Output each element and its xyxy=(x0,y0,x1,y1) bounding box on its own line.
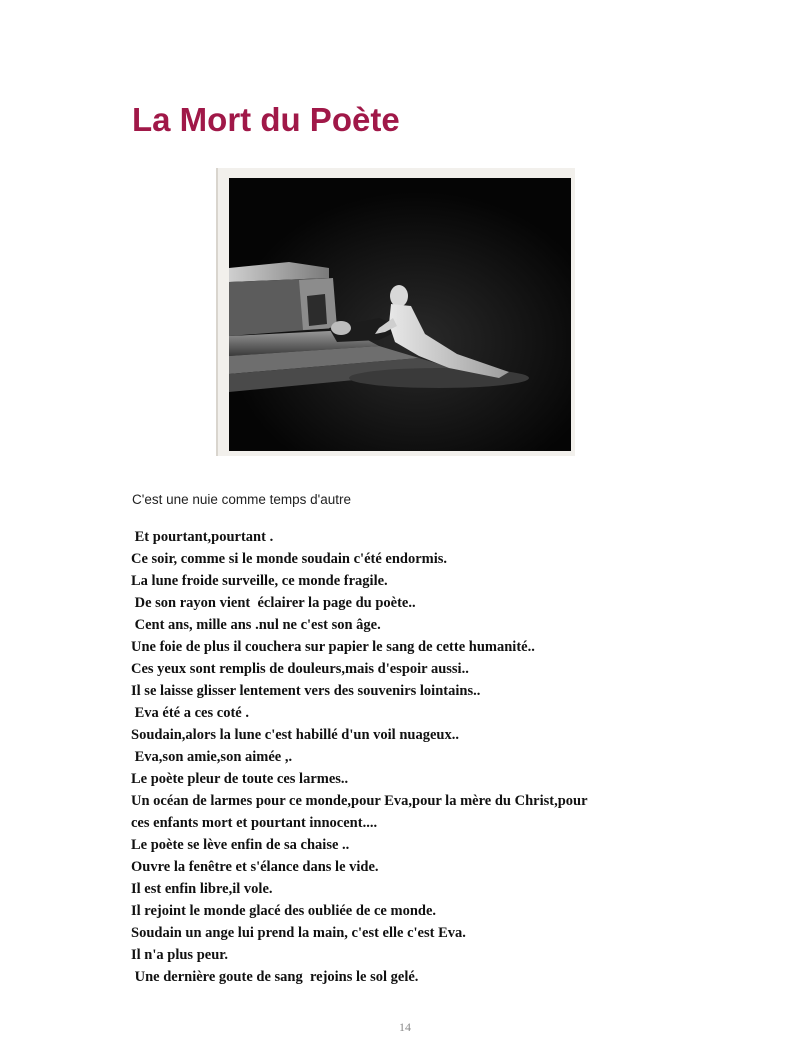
poem-line: Eva,son amie,son aimée ,. xyxy=(131,749,293,765)
poem-line: Ouvre la fenêtre et s'élance dans le vide. xyxy=(131,859,379,875)
poem-line: Ces yeux sont remplis de douleurs,mais d'espoir aussi.. xyxy=(131,661,469,677)
poem-line: Il se laisse glisser lentement vers des souvenirs lointains.. xyxy=(131,683,481,699)
poem-line: Il est enfin libre,il vole. xyxy=(131,881,273,897)
poem-line: Il rejoint le monde glacé des oubliée de ce monde. xyxy=(131,903,437,919)
poem-line: ces enfants mort et pourtant innocent.... xyxy=(131,815,378,831)
poem-line: Cent ans, mille ans .nul ne c'est son âge. xyxy=(131,617,381,633)
poem-line: Eva été a ces coté . xyxy=(131,705,249,721)
poem-line: Ce soir, comme si le monde soudain c'été endormis. xyxy=(131,551,448,567)
page-number: 14 xyxy=(399,1020,411,1034)
poem-line: Un océan de larmes pour ce monde,pour Eva,pour la mère du Christ,pour xyxy=(131,793,588,809)
stage-photograph xyxy=(216,168,575,456)
stage-photograph-image xyxy=(229,178,571,451)
poem-text xyxy=(131,526,588,988)
poem-line: De son rayon vient éclairer la page du poète.. xyxy=(131,595,416,611)
poem-line: Le poète se lève enfin de sa chaise .. xyxy=(131,837,350,853)
intro-line: C'est une nuie comme temps d'autre xyxy=(132,492,352,507)
poem-line: Une dernière goute de sang rejoins le sol gelé. xyxy=(131,969,419,985)
poem-line: Soudain un ange lui prend la main, c'est elle c'est Eva. xyxy=(131,925,466,941)
page-title: La Mort du Poète xyxy=(132,101,400,138)
poem-line: Il n'a plus peur. xyxy=(131,947,228,963)
poem-line: Soudain,alors la lune c'est habillé d'un voil nuageux.. xyxy=(131,727,459,743)
poem-line: Le poète pleur de toute ces larmes.. xyxy=(131,771,349,787)
poem-line: Et pourtant,pourtant . xyxy=(131,529,274,545)
poem-line: Une foie de plus il couchera sur papier le sang de cette humanité.. xyxy=(131,639,535,655)
poem-line: La lune froide surveille, ce monde fragile. xyxy=(131,573,388,589)
